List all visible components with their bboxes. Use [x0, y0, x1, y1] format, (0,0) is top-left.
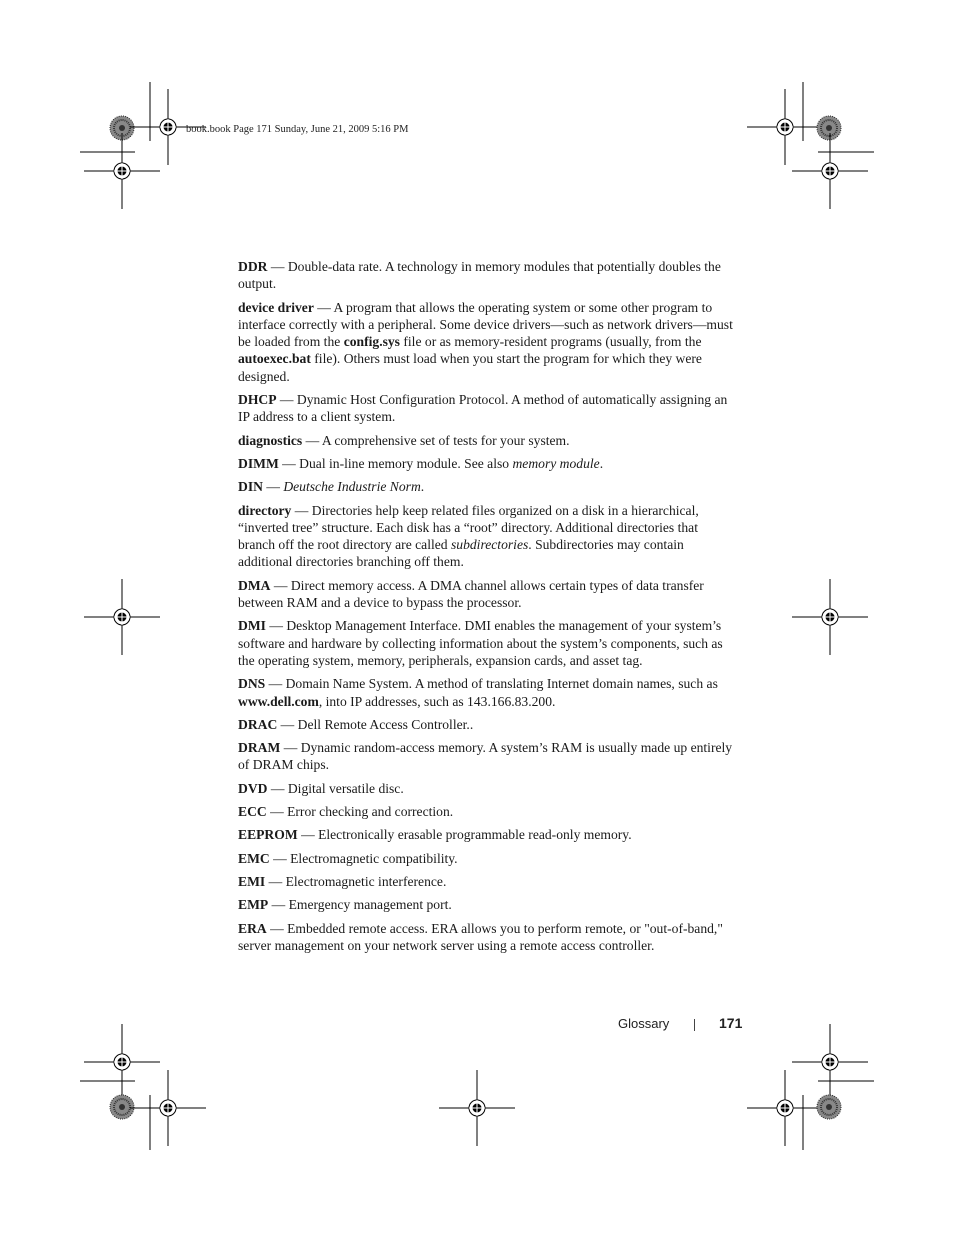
glossary-term: DIN	[238, 479, 263, 495]
glossary-term: DRAM	[238, 740, 281, 756]
glossary-term: diagnostics	[238, 432, 303, 448]
glossary-term: DDR	[238, 259, 268, 274]
definition-text: file or as memory-resident programs (usually, from the	[399, 334, 702, 350]
glossary-entry	[238, 478, 738, 495]
definition-text: — Emergency management port.	[268, 897, 452, 913]
glossary-term: ERA	[238, 920, 267, 936]
glossary-term: ECC	[238, 804, 267, 820]
glossary-entry	[238, 299, 738, 385]
definition-text: .	[599, 455, 604, 471]
glossary-entry	[238, 780, 738, 797]
definition-text: — Electromagnetic interference.	[265, 873, 447, 889]
glossary-term: directory	[238, 502, 292, 518]
glossary-term: DNS	[238, 676, 266, 692]
definition-text: file). Others must load when you start the program for which they were designed.	[238, 351, 702, 384]
print-slug: book.book Page 171 Sunday, June 21, 2009 5:16 PM	[186, 124, 409, 135]
glossary-term: DRAC	[238, 716, 278, 732]
glossary-term: EMI	[238, 873, 266, 889]
glossary-entries	[238, 258, 738, 960]
definition-text: — Dynamic Host Configuration Protocol. A method of automatically assigning an IP address to a client system.	[238, 392, 728, 425]
definition-text: —	[262, 479, 284, 495]
glossary-entry	[238, 258, 738, 293]
glossary-term: DVD	[238, 780, 268, 796]
definition-text: .	[420, 479, 425, 495]
glossary-term: DMI	[238, 618, 266, 634]
glossary-term: EMC	[238, 850, 270, 866]
glossary-entry	[238, 850, 738, 867]
glossary-entry	[238, 739, 738, 774]
definition-text: — Electronically erasable programmable read-only memory.	[297, 827, 632, 843]
glossary-entry	[238, 502, 738, 571]
glossary-entry	[238, 432, 738, 449]
glossary-term: EMP	[238, 897, 269, 913]
definition-text: — Desktop Management Interface. DMI enables the management of your system’s software and hardware by collecting information about the system’s components, such as the operating system, memory, peripherals, expansion cards, and asset tag.	[238, 618, 723, 668]
definition-text: . Subdirectories may contain additional directories branching off them.	[238, 537, 684, 570]
glossary-term: device driver	[238, 299, 314, 315]
definition-text: — Double-data rate. A technology in memory modules that potentially doubles the output.	[238, 259, 721, 292]
filename-reference: autoexec.bat	[238, 351, 311, 367]
page-number: 171	[719, 1015, 743, 1031]
definition-text: — Dynamic random-access memory. A system’s RAM is usually made up entirely of DRAM chips.	[238, 740, 733, 773]
glossary-entry	[238, 803, 738, 820]
definition-text: — Embedded remote access. ERA allows you to perform remote, or "out-of-band," server management on your network server using a remote access controller.	[238, 920, 723, 953]
glossary-term: DMA	[238, 577, 271, 593]
definition-text: — Digital versatile disc.	[267, 780, 404, 796]
definition-text: — A program that allows the operating system or some other program to interface correctly with a peripheral. Some device drivers—such as network drivers—must be loaded from the	[238, 299, 733, 350]
definition-text: — Direct memory access. A DMA channel allows certain types of data transfer between RAM and a device to bypass the processor.	[238, 577, 704, 611]
definition-text: — A comprehensive set of tests for your system.	[302, 432, 570, 448]
footer-section-label: Glossary	[618, 1016, 670, 1031]
glossary-entry	[238, 577, 738, 612]
definition-text: — Electromagnetic compatibility.	[269, 850, 458, 866]
glossary-term: DHCP	[238, 392, 277, 408]
filename-reference: config.sys	[343, 334, 400, 350]
glossary-entry	[238, 455, 738, 472]
glossary-entry	[238, 716, 738, 733]
filename-reference: www.dell.com	[238, 693, 319, 709]
italic-reference: Deutsche Industrie Norm	[283, 479, 421, 495]
italic-reference: subdirectories	[451, 537, 529, 553]
footer-divider	[694, 1019, 695, 1031]
definition-text: — Dell Remote Access Controller..	[277, 716, 474, 732]
definition-text: — Directories help keep related files organized on a disk in a hierarchical, “inverted tree” structure. Each disk has a “root” directory. Additional directories that branch off the root directory are called	[238, 502, 699, 553]
definition-text: — Dual in-line memory module. See also	[278, 455, 513, 471]
definition-text: , into IP addresses, such as 143.166.83.200.	[318, 693, 556, 709]
glossary-entry	[238, 826, 738, 843]
glossary-entry	[238, 873, 738, 890]
glossary-entry	[238, 391, 738, 426]
italic-reference: memory module	[512, 455, 600, 471]
glossary-entry	[238, 896, 738, 913]
glossary-entry	[238, 617, 738, 669]
definition-text: — Error checking and correction.	[266, 804, 454, 820]
glossary-entry	[238, 920, 738, 955]
glossary-entry	[238, 675, 738, 710]
glossary-term: EEPROM	[238, 827, 298, 843]
definition-text: — Domain Name System. A method of translating Internet domain names, such as	[265, 676, 718, 692]
glossary-term: DIMM	[238, 455, 279, 471]
